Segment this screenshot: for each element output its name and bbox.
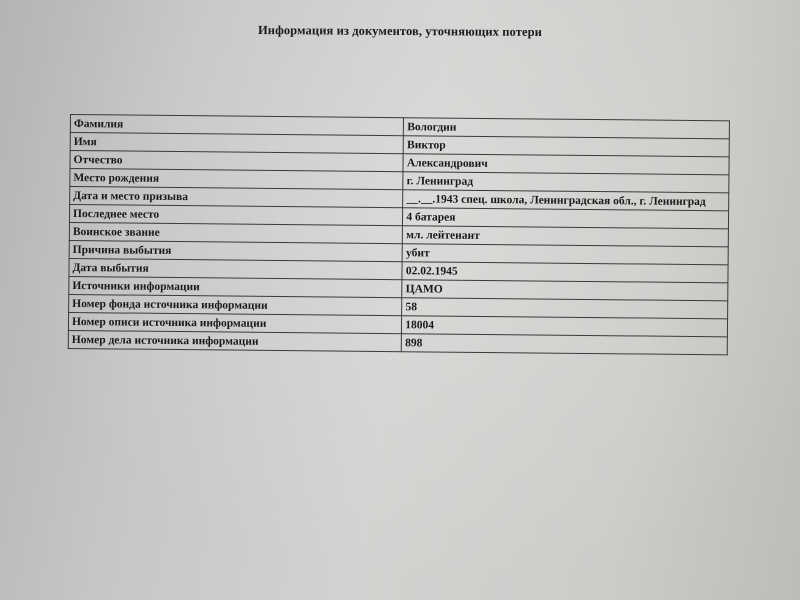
field-value-surname: Вологдин	[404, 118, 730, 139]
field-value-rank: мл. лейтенант	[403, 226, 729, 247]
field-label-fond-number: Номер фонда источника информации	[69, 294, 403, 315]
field-value-loss-reason: убит	[402, 244, 728, 265]
field-label-first-name: Имя	[70, 133, 404, 154]
field-value-patronymic: Александрович	[403, 154, 729, 175]
field-value-fond-number: 58	[402, 298, 728, 319]
field-label-file-number: Номер дела источника информации	[68, 330, 402, 351]
field-label-sources: Источники информации	[69, 276, 403, 297]
field-value-conscription: __.__.1943 спец. школа, Ленинградская обл., г. Ленинград	[403, 190, 729, 211]
field-value-last-place: 4 батарея	[403, 208, 729, 229]
field-label-inventory-number: Номер описи источника информации	[68, 312, 402, 333]
field-label-rank: Воинское звание	[69, 222, 403, 243]
field-label-surname: Фамилия	[70, 115, 404, 136]
field-label-conscription: Дата и место призыва	[70, 187, 404, 208]
field-value-sources: ЦАМО	[402, 280, 728, 301]
field-label-birthplace: Место рождения	[70, 169, 404, 190]
field-label-loss-date: Дата выбытия	[69, 258, 403, 279]
field-value-file-number: 898	[402, 334, 728, 355]
field-label-patronymic: Отчество	[70, 151, 404, 172]
field-label-last-place: Последнее место	[69, 205, 403, 226]
field-value-loss-date: 02.02.1945	[402, 262, 728, 283]
document-title: Информация из документов, уточняющих потери	[257, 23, 543, 39]
record-table	[68, 114, 730, 355]
field-label-loss-reason: Причина выбытия	[69, 240, 403, 261]
field-value-inventory-number: 18004	[402, 316, 728, 337]
field-value-birthplace: г. Ленинград	[403, 172, 729, 193]
field-value-first-name: Виктор	[403, 136, 729, 157]
